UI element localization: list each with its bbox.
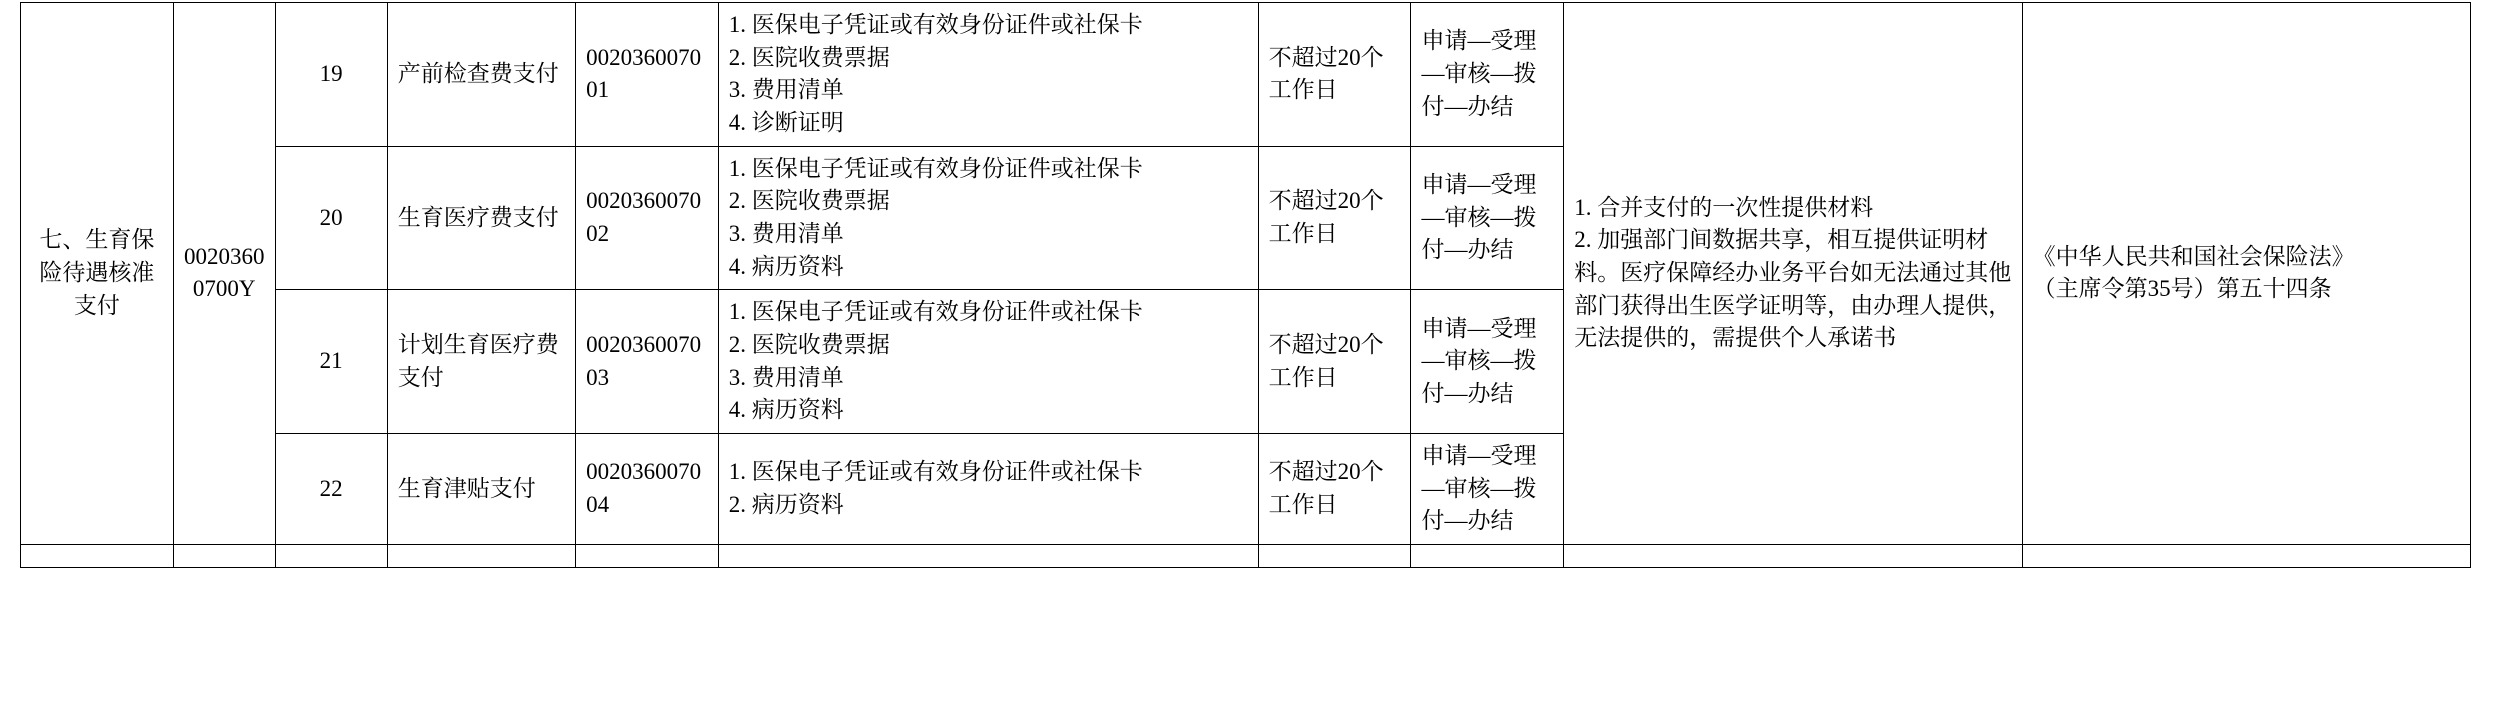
cell-empty [173,544,275,567]
cell-process-flow [1411,290,1564,434]
cell-materials [718,3,1258,147]
note-line: 1. 合并支付的一次性提供材料 [1574,194,1874,220]
material-line: 2. 医院收费票据 [728,188,890,214]
material-line: 4. 病历资料 [728,253,844,279]
cell-row-number [275,3,387,147]
item-code: 002036007004 [586,459,702,517]
cell-item-code [576,146,719,290]
cell-item-name [387,146,575,290]
material-line: 3. 费用清单 [728,77,844,103]
row-number: 20 [319,204,343,230]
cell-empty [387,544,575,567]
legal-basis-line: （主席令第35号）第五十四条 [2032,276,2332,302]
note-line: 2. 加强部门间数据共享，相互提供证明材料。医疗保障经办业务平台如无法通过其他部门获得出生医学证明等，由办理人提供，无法提供的，需提供个人承诺书 [1574,227,2012,351]
cell-process-flow [1411,146,1564,290]
material-line: 4. 诊断证明 [728,109,844,135]
category-code: 00203600700Y [183,243,265,302]
cell-process-flow [1411,433,1564,544]
process-flow: 申请—受理—审核—拨付—办结 [1421,442,1537,534]
cell-legal-basis [2022,3,2470,545]
cell-item-code [576,290,719,434]
material-line: 1. 医保电子凭证或有效身份证件或社保卡 [728,155,1143,181]
time-limit: 不超过20个工作日 [1268,331,1384,390]
material-line: 1. 医保电子凭证或有效身份证件或社保卡 [728,12,1143,37]
row-number: 22 [319,475,343,501]
item-name: 计划生育医疗费支付 [397,331,559,390]
material-line: 3. 费用清单 [728,364,844,390]
material-line: 2. 医院收费票据 [728,44,890,70]
row-number: 19 [319,60,343,86]
material-line: 2. 病历资料 [728,491,844,517]
time-limit: 不超过20个工作日 [1268,44,1384,103]
material-line: 3. 费用清单 [728,220,844,246]
category-label: 七、生育保险待遇核准支付 [39,227,155,318]
document-page [0,2,2493,704]
cell-notes [1564,3,2022,545]
cell-item-name [387,290,575,434]
material-line: 1. 医保电子凭证或有效身份证件或社保卡 [728,459,1143,485]
cell-empty [275,544,387,567]
cell-row-number [275,290,387,434]
table-row-partial [21,544,2471,567]
cell-time-limit [1258,290,1411,434]
cell-empty [576,544,719,567]
service-items-table [20,2,2471,568]
item-name: 生育医疗费支付 [397,204,559,230]
cell-empty [1258,544,1411,567]
process-flow: 申请—受理—审核—拨付—办结 [1421,315,1537,406]
cell-time-limit [1258,146,1411,290]
process-flow: 申请—受理—审核—拨付—办结 [1421,28,1537,119]
time-limit: 不超过20个工作日 [1268,459,1384,517]
cell-materials [718,146,1258,290]
row-number: 21 [319,348,343,374]
cell-item-name [387,433,575,544]
cell-item-code [576,433,719,544]
cell-item-name [387,3,575,147]
material-line: 1. 医保电子凭证或有效身份证件或社保卡 [728,299,1143,325]
cell-time-limit [1258,433,1411,544]
cell-materials [718,433,1258,544]
cell-process-flow [1411,3,1564,147]
item-name: 产前检查费支付 [397,60,559,86]
item-name: 生育津贴支付 [397,475,536,501]
cell-item-code [576,3,719,147]
cell-empty [718,544,1258,567]
cell-category-group [21,3,174,545]
time-limit: 不超过20个工作日 [1268,188,1384,246]
cell-empty [2022,544,2470,567]
item-code: 002036007001 [586,44,702,103]
cell-row-number [275,146,387,290]
material-line: 4. 病历资料 [728,397,844,423]
cell-empty [1564,544,2022,567]
cell-empty [1411,544,1564,567]
process-flow: 申请—受理—审核—拨付—办结 [1421,171,1537,263]
legal-basis-line: 《中华人民共和国社会保险法》 [2032,243,2355,269]
table-row [21,3,2471,147]
cell-time-limit [1258,3,1411,147]
material-line: 2. 医院收费票据 [728,331,890,357]
cell-empty [21,544,174,567]
cell-row-number [275,433,387,544]
item-code: 002036007003 [586,331,702,390]
cell-category-code [173,3,275,545]
item-code: 002036007002 [586,188,702,246]
cell-materials [718,290,1258,434]
